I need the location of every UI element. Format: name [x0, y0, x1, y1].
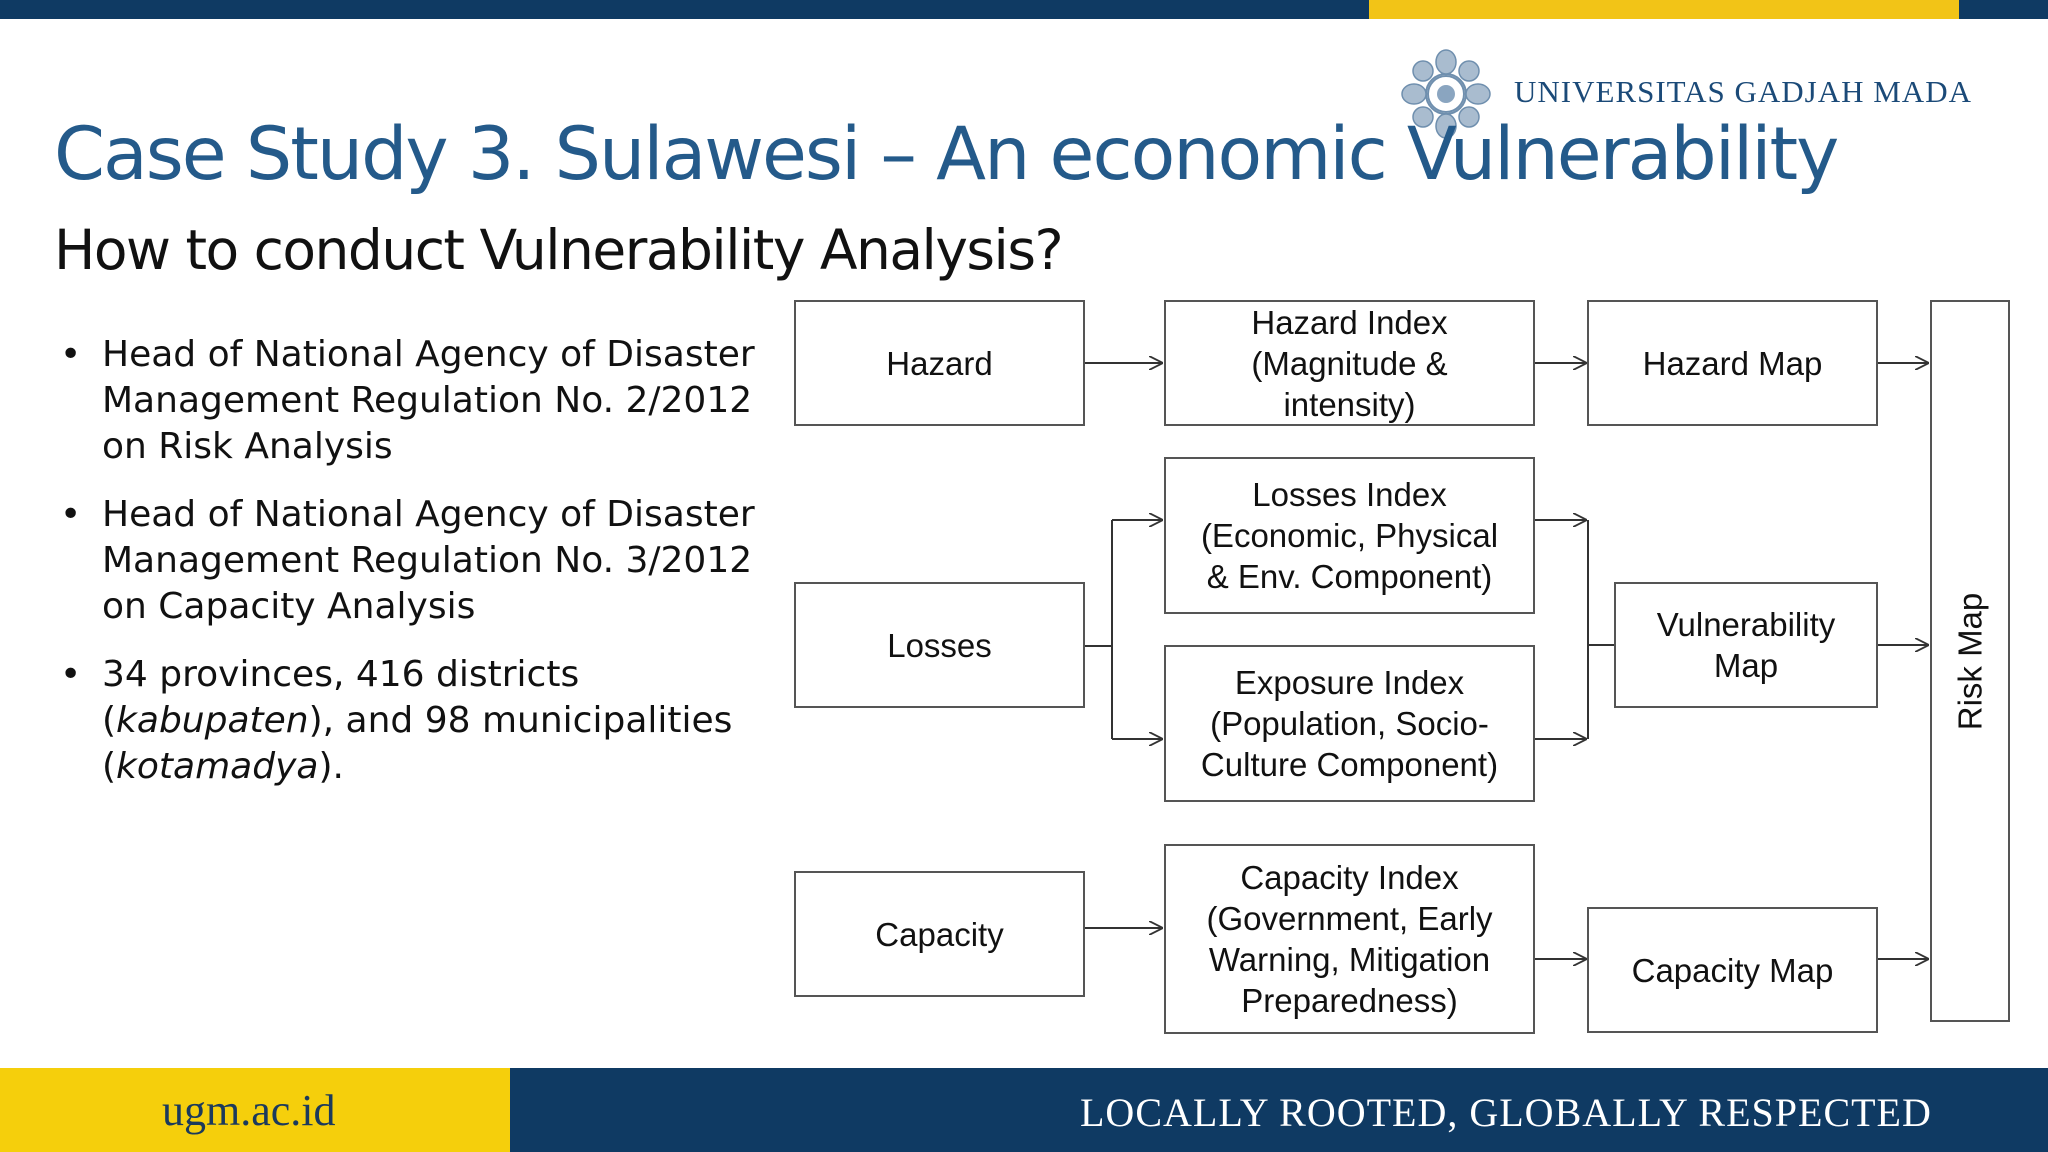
- bullet-text-pre: 34 provinces, 416 districts (: [102, 654, 580, 741]
- hazard-box: [794, 300, 1085, 426]
- losses-index-line: Losses Index: [1252, 476, 1447, 513]
- losses-index-line: (Economic, Physical: [1200, 517, 1499, 554]
- footer-site-url: ugm.ac.id: [162, 1086, 336, 1135]
- exposure-index-line: (Population, Socio-: [1210, 705, 1489, 742]
- bullet-text-kotamadya: kotamadya: [116, 746, 319, 787]
- exposure-index-box: [1164, 645, 1535, 802]
- capacity-index-line: Capacity Index: [1240, 859, 1459, 896]
- slide-subtitle: How to conduct Vulnerability Analysis?: [54, 218, 1063, 282]
- hazard-index-box: [1164, 300, 1535, 426]
- exposure-index-line: Culture Component): [1200, 746, 1499, 783]
- bullet-text: Head of National Agency of Disaster Management Regulation No. 2/2012 on Risk Analysis: [102, 334, 755, 467]
- hazard-index-line: Hazard Index: [1251, 303, 1448, 341]
- capacity-index-box: [1164, 844, 1535, 1034]
- hazard-index-line: (Magnitude &: [1251, 344, 1448, 382]
- capacity-box: [794, 871, 1085, 997]
- hazard-label: Hazard: [886, 344, 993, 382]
- bullet-text-kabupaten: kabupaten: [116, 700, 309, 741]
- university-name: UNIVERSITAS GADJAH MADA: [1514, 74, 1972, 109]
- risk-map-label: Risk Map: [1951, 592, 1989, 730]
- exposure-index-line: Exposure Index: [1234, 664, 1465, 701]
- risk-map-box: [1930, 300, 2010, 1022]
- losses-index-box: [1164, 457, 1535, 614]
- capacity-index-line: Preparedness): [1241, 982, 1458, 1019]
- hazard-index-line: intensity): [1283, 385, 1416, 423]
- capacity-label: Capacity: [875, 915, 1004, 953]
- bullet-text-mid: ), and 98 municipalities (: [102, 700, 733, 787]
- capacity-index-line: (Government, Early: [1206, 900, 1493, 937]
- vulnerability-map-box: [1614, 582, 1878, 708]
- capacity-index-line: Warning, Mitigation: [1208, 941, 1491, 978]
- losses-box: [794, 582, 1085, 708]
- bullet-text: Head of National Agency of Disaster Management Regulation No. 3/2012 on Capacity Analysis: [102, 494, 755, 627]
- capacity-map-box: [1587, 907, 1878, 1033]
- hazard-map-label: Hazard Map: [1642, 344, 1823, 382]
- bullet-text-post: ).: [318, 746, 344, 787]
- footer-motto: LOCALLY ROOTED, GLOBALLY RESPECTED: [1080, 1090, 1932, 1135]
- vulnerability-map-line: Map: [1713, 647, 1779, 684]
- vulnerability-map-line: Vulnerability: [1656, 606, 1836, 643]
- losses-label: Losses: [887, 626, 992, 664]
- hazard-map-box: [1587, 300, 1878, 426]
- capacity-map-label: Capacity Map: [1631, 951, 1834, 989]
- losses-index-line: & Env. Component): [1206, 558, 1493, 595]
- slide-title: Case Study 3. Sulawesi – An economic Vulnerability: [54, 112, 1838, 197]
